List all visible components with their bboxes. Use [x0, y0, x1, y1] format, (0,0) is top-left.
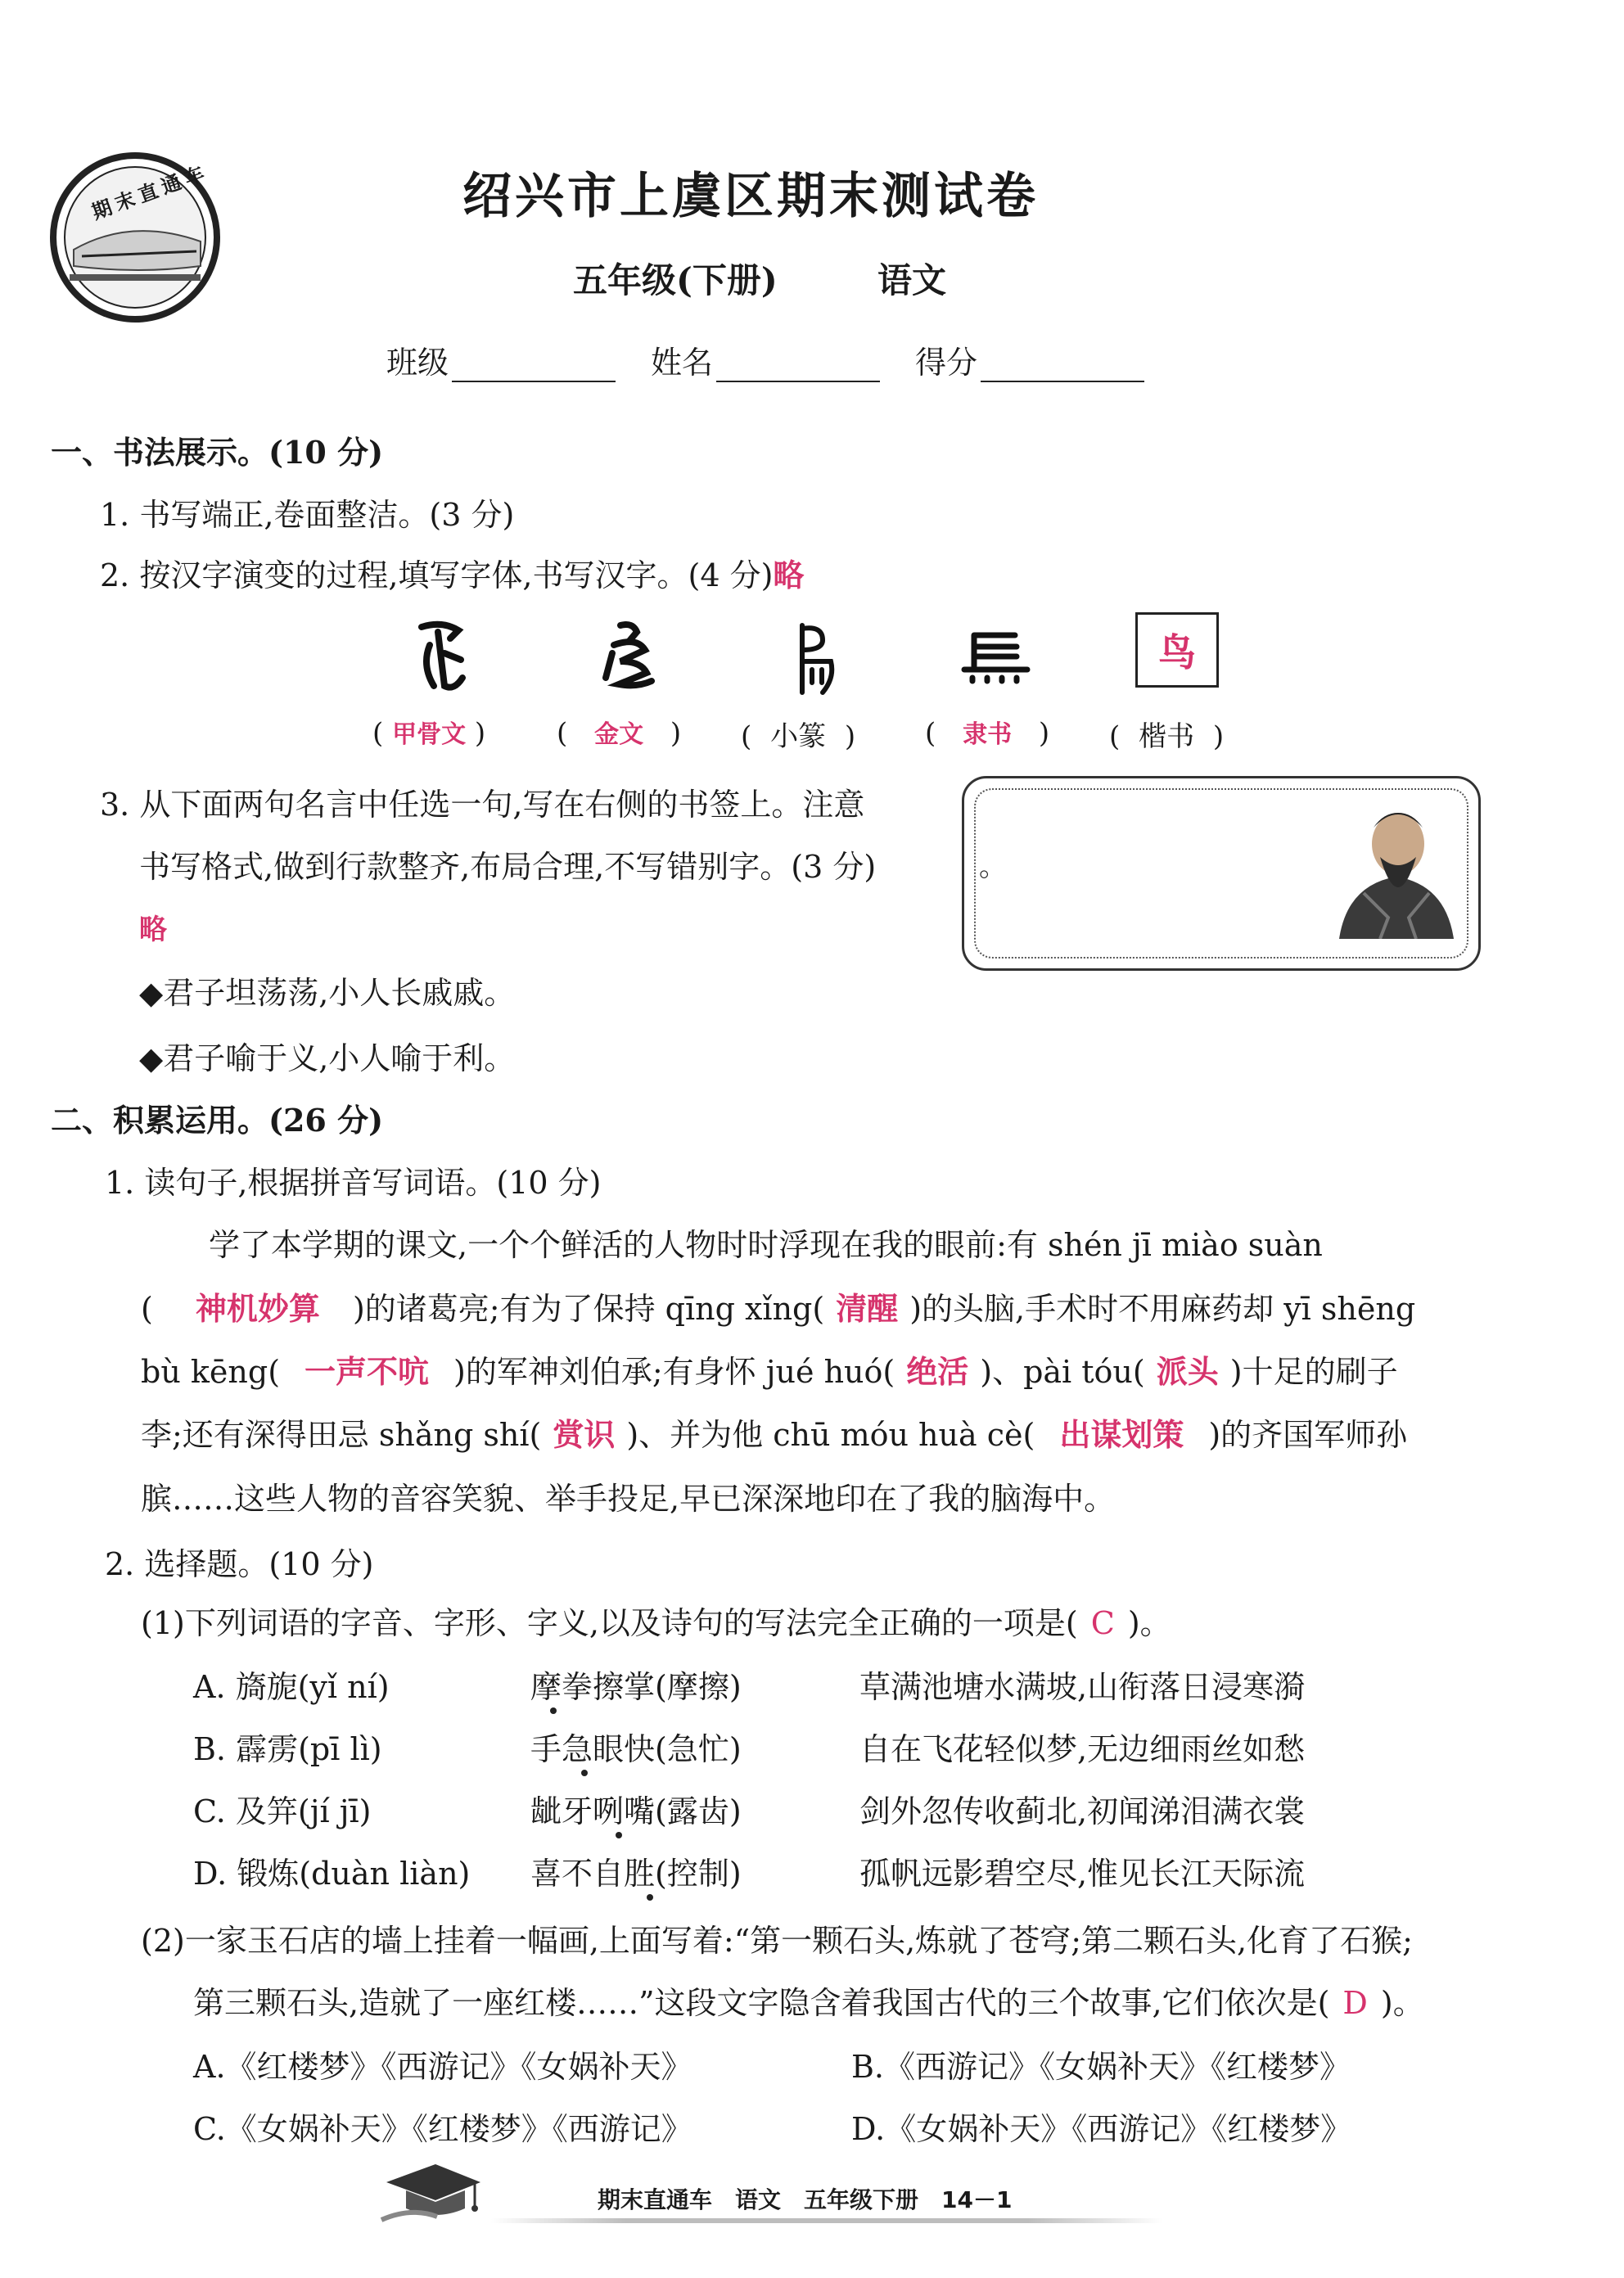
- s1-q2: [100, 550, 804, 595]
- form-regular: [1109, 714, 1224, 754]
- para-text: (: [141, 1291, 153, 1327]
- paren-close: ): [1038, 717, 1050, 750]
- q2-2-option-c: C.《女娲补天》《红楼梦》《西游记》: [193, 2111, 692, 2147]
- form-bronze: [557, 714, 681, 750]
- option-b-col3: 自在飞花轻似梦,无边细雨丝如愁: [859, 1731, 1306, 1767]
- para-text: bù kēng(: [141, 1354, 281, 1390]
- option-d-col3: 孤帆远影碧空尽,惟见长江天际流: [859, 1856, 1306, 1892]
- q2-1-text: (1)下列词语的字音、字形、字义,以及诗句的写法完全正确的一项是(: [141, 1605, 1078, 1641]
- bookmark-card[interactable]: [962, 776, 1481, 971]
- class-blank[interactable]: [452, 350, 616, 382]
- q2-2-option-d: D.《女娲补天》《西游记》《红楼梦》: [851, 2111, 1352, 2147]
- name-blank[interactable]: [716, 350, 880, 382]
- para-line-5: 膑……这些人物的音容笑貌、举手投足,早已深深地印在了我的脑海中。: [141, 1481, 1116, 1517]
- subtitle-subject: 语文: [877, 260, 947, 300]
- paren-close: ): [844, 720, 856, 753]
- clerical-bird-glyph-icon: [958, 629, 1031, 686]
- option-c-col3: 剑外忽传收蓟北,初闻涕泪满衣裳: [859, 1793, 1306, 1829]
- regular-script-box[interactable]: [1135, 612, 1219, 688]
- para-line-4: [141, 1410, 1407, 1455]
- answer-juehuo: 绝活: [906, 1353, 969, 1390]
- emphasis-dot: [647, 1894, 653, 1901]
- para-line-1: 学了本学期的课文,一个个鲜活的人物时时浮现在我的眼前:有 shén jī miào suàn: [209, 1227, 1323, 1263]
- answer-paitou: 派头: [1156, 1353, 1219, 1390]
- form-regular-label: 楷书: [1139, 720, 1195, 753]
- paren-close: ): [670, 717, 682, 750]
- s2-q2-2-line1: (2)一家玉石店的墙上挂着一幅画,上面写着:“第一颗石头,炼就了苍穹;第二颗石头,化育了石猴;: [141, 1923, 1413, 1959]
- quote-2: ◆君子喻于义,小人喻于利。: [139, 1040, 516, 1076]
- score-blank[interactable]: [981, 350, 1144, 382]
- para-text: 李;还有深得田忌 shǎng shí(: [141, 1417, 542, 1453]
- option-d-col1: D. 锻炼(duàn liàn): [193, 1856, 471, 1892]
- regular-script-char: 鸟: [1158, 630, 1196, 674]
- name-field[interactable]: [651, 337, 880, 382]
- form-clerical-answer: 隶书: [963, 720, 1013, 749]
- para-text: )的军神刘伯承;有身怀 jué huó(: [453, 1354, 895, 1390]
- para-text: )的齐国军师孙: [1208, 1417, 1408, 1453]
- footer-rule: [491, 2218, 1162, 2223]
- form-bronze-answer: 金文: [594, 720, 644, 749]
- option-a-col3: 草满池塘水满坡,山衔落日浸寒漪: [859, 1669, 1306, 1705]
- graduation-cap-icon: [378, 2158, 485, 2226]
- answer-shangshi: 赏识: [553, 1416, 616, 1453]
- form-seal: [741, 714, 855, 754]
- form-oracle-answer: 甲骨文: [392, 720, 467, 749]
- s2-q2: 2. 选择题。(10 分): [105, 1546, 374, 1582]
- q2-2-close: )。: [1380, 1985, 1424, 2021]
- emphasis-dot: [581, 1770, 588, 1776]
- emphasis-dot: [550, 1707, 557, 1714]
- q2-2-option-a: A.《红楼梦》《西游记》《女娲补天》: [193, 2049, 692, 2085]
- paren-open: (: [741, 720, 752, 753]
- option-a-col2: 摩拳擦掌(摩擦): [530, 1669, 742, 1705]
- para-line-3: [141, 1347, 1398, 1392]
- para-text: )十足的刷子: [1229, 1354, 1398, 1390]
- para-text: )、并为他 chū móu huà cè(: [626, 1417, 1035, 1453]
- para-line-2: [141, 1283, 1415, 1328]
- answer-yishengbukeng: 一声不吭: [304, 1353, 430, 1390]
- q2-2-text: 第三颗石头,造就了一座红楼……”这段文字隐含着我国古代的三个故事,它们依次是(: [193, 1985, 1330, 2021]
- paren-close: ): [1212, 720, 1225, 753]
- option-b-col1: B. 霹雳(pī lì): [193, 1731, 382, 1767]
- form-oracle: [372, 714, 485, 750]
- answer-shenjimiaosuan: 神机妙算: [195, 1290, 320, 1327]
- oracle-bone-bird-glyph-icon: [413, 620, 471, 694]
- s2-q2-2-line2: [193, 1978, 1424, 2023]
- option-b-col2: 手急眼快(急忙): [530, 1731, 742, 1767]
- answer-qingxing: 清醒: [836, 1290, 899, 1327]
- q2-2-answer: D: [1342, 1985, 1368, 2021]
- s2-q1: 1. 读句子,根据拼音写词语。(10 分): [105, 1165, 602, 1201]
- option-a-col1: A. 旖旎(yǐ ní): [193, 1669, 390, 1705]
- s1-q3-line2: 书写格式,做到行款整齐,布局合理,不写错别字。(3 分): [139, 849, 877, 885]
- page-title: 绍兴市上虞区期末测试卷: [462, 168, 1039, 225]
- paren-open: (: [372, 717, 384, 750]
- logo-badge: [49, 151, 221, 323]
- paren-open: (: [557, 717, 568, 750]
- emphasis-dot: [616, 1832, 622, 1838]
- quote-1: ◆君子坦荡荡,小人长戚戚。: [139, 975, 516, 1011]
- confucius-portrait: [1331, 795, 1462, 939]
- q2-2-option-b: B.《西游记》《女娲补天》《红楼梦》: [851, 2049, 1351, 2085]
- form-clerical: [925, 714, 1049, 750]
- name-label: 姓名: [651, 345, 714, 381]
- seal-bird-glyph-icon: [786, 620, 843, 698]
- s1-q2-answer: 略: [773, 557, 805, 593]
- option-c-col1: C. 及笄(jí jī): [193, 1793, 372, 1829]
- form-seal-label: 小篆: [770, 720, 827, 753]
- section1-title: 一、书法展示。(10 分): [51, 434, 384, 471]
- footer-text: 期末直通车 语文 五年级下册 14－1: [598, 2186, 1013, 2213]
- class-label: 班级: [386, 345, 449, 381]
- s1-q1: 1. 书写端正,卷面整洁。(3 分): [100, 497, 515, 533]
- q2-1-answer: C: [1090, 1605, 1115, 1641]
- logo-text: 期末直通车: [88, 160, 213, 224]
- section2-title: 二、积累运用。(26 分): [51, 1102, 384, 1139]
- class-field[interactable]: [386, 337, 616, 382]
- s1-q3-answer: 略: [139, 913, 167, 946]
- s1-q3-line1: 3. 从下面两句名言中任选一句,写在右侧的书签上。注意: [100, 787, 865, 823]
- paren-open: (: [1109, 720, 1121, 753]
- q2-1-close: )。: [1127, 1605, 1171, 1641]
- para-text: )的头脑,手术时不用麻药却 yī shēng: [909, 1291, 1416, 1327]
- answer-chumouhuace: 出谋划策: [1059, 1416, 1184, 1453]
- bronze-bird-glyph-icon: [596, 620, 661, 696]
- para-text: )、pài tóu(: [980, 1354, 1145, 1390]
- option-c-col2: 龇牙咧嘴(露齿): [530, 1793, 742, 1829]
- bookmark-hole: 。: [979, 850, 1007, 883]
- paren-close: ): [474, 717, 486, 750]
- para-text: )的诸葛亮;有为了保持 qīng xǐng(: [352, 1291, 825, 1327]
- subtitle-grade: 五年级(下册): [573, 260, 778, 300]
- s1-q2-text: 2. 按汉字演变的过程,填写字体,书写汉字。(4 分): [100, 557, 774, 593]
- score-field[interactable]: [915, 337, 1144, 382]
- score-label: 得分: [915, 345, 978, 381]
- paren-open: (: [925, 717, 936, 750]
- option-d-col2: 喜不自胜(控制): [530, 1856, 742, 1892]
- s2-q2-1: [141, 1598, 1171, 1643]
